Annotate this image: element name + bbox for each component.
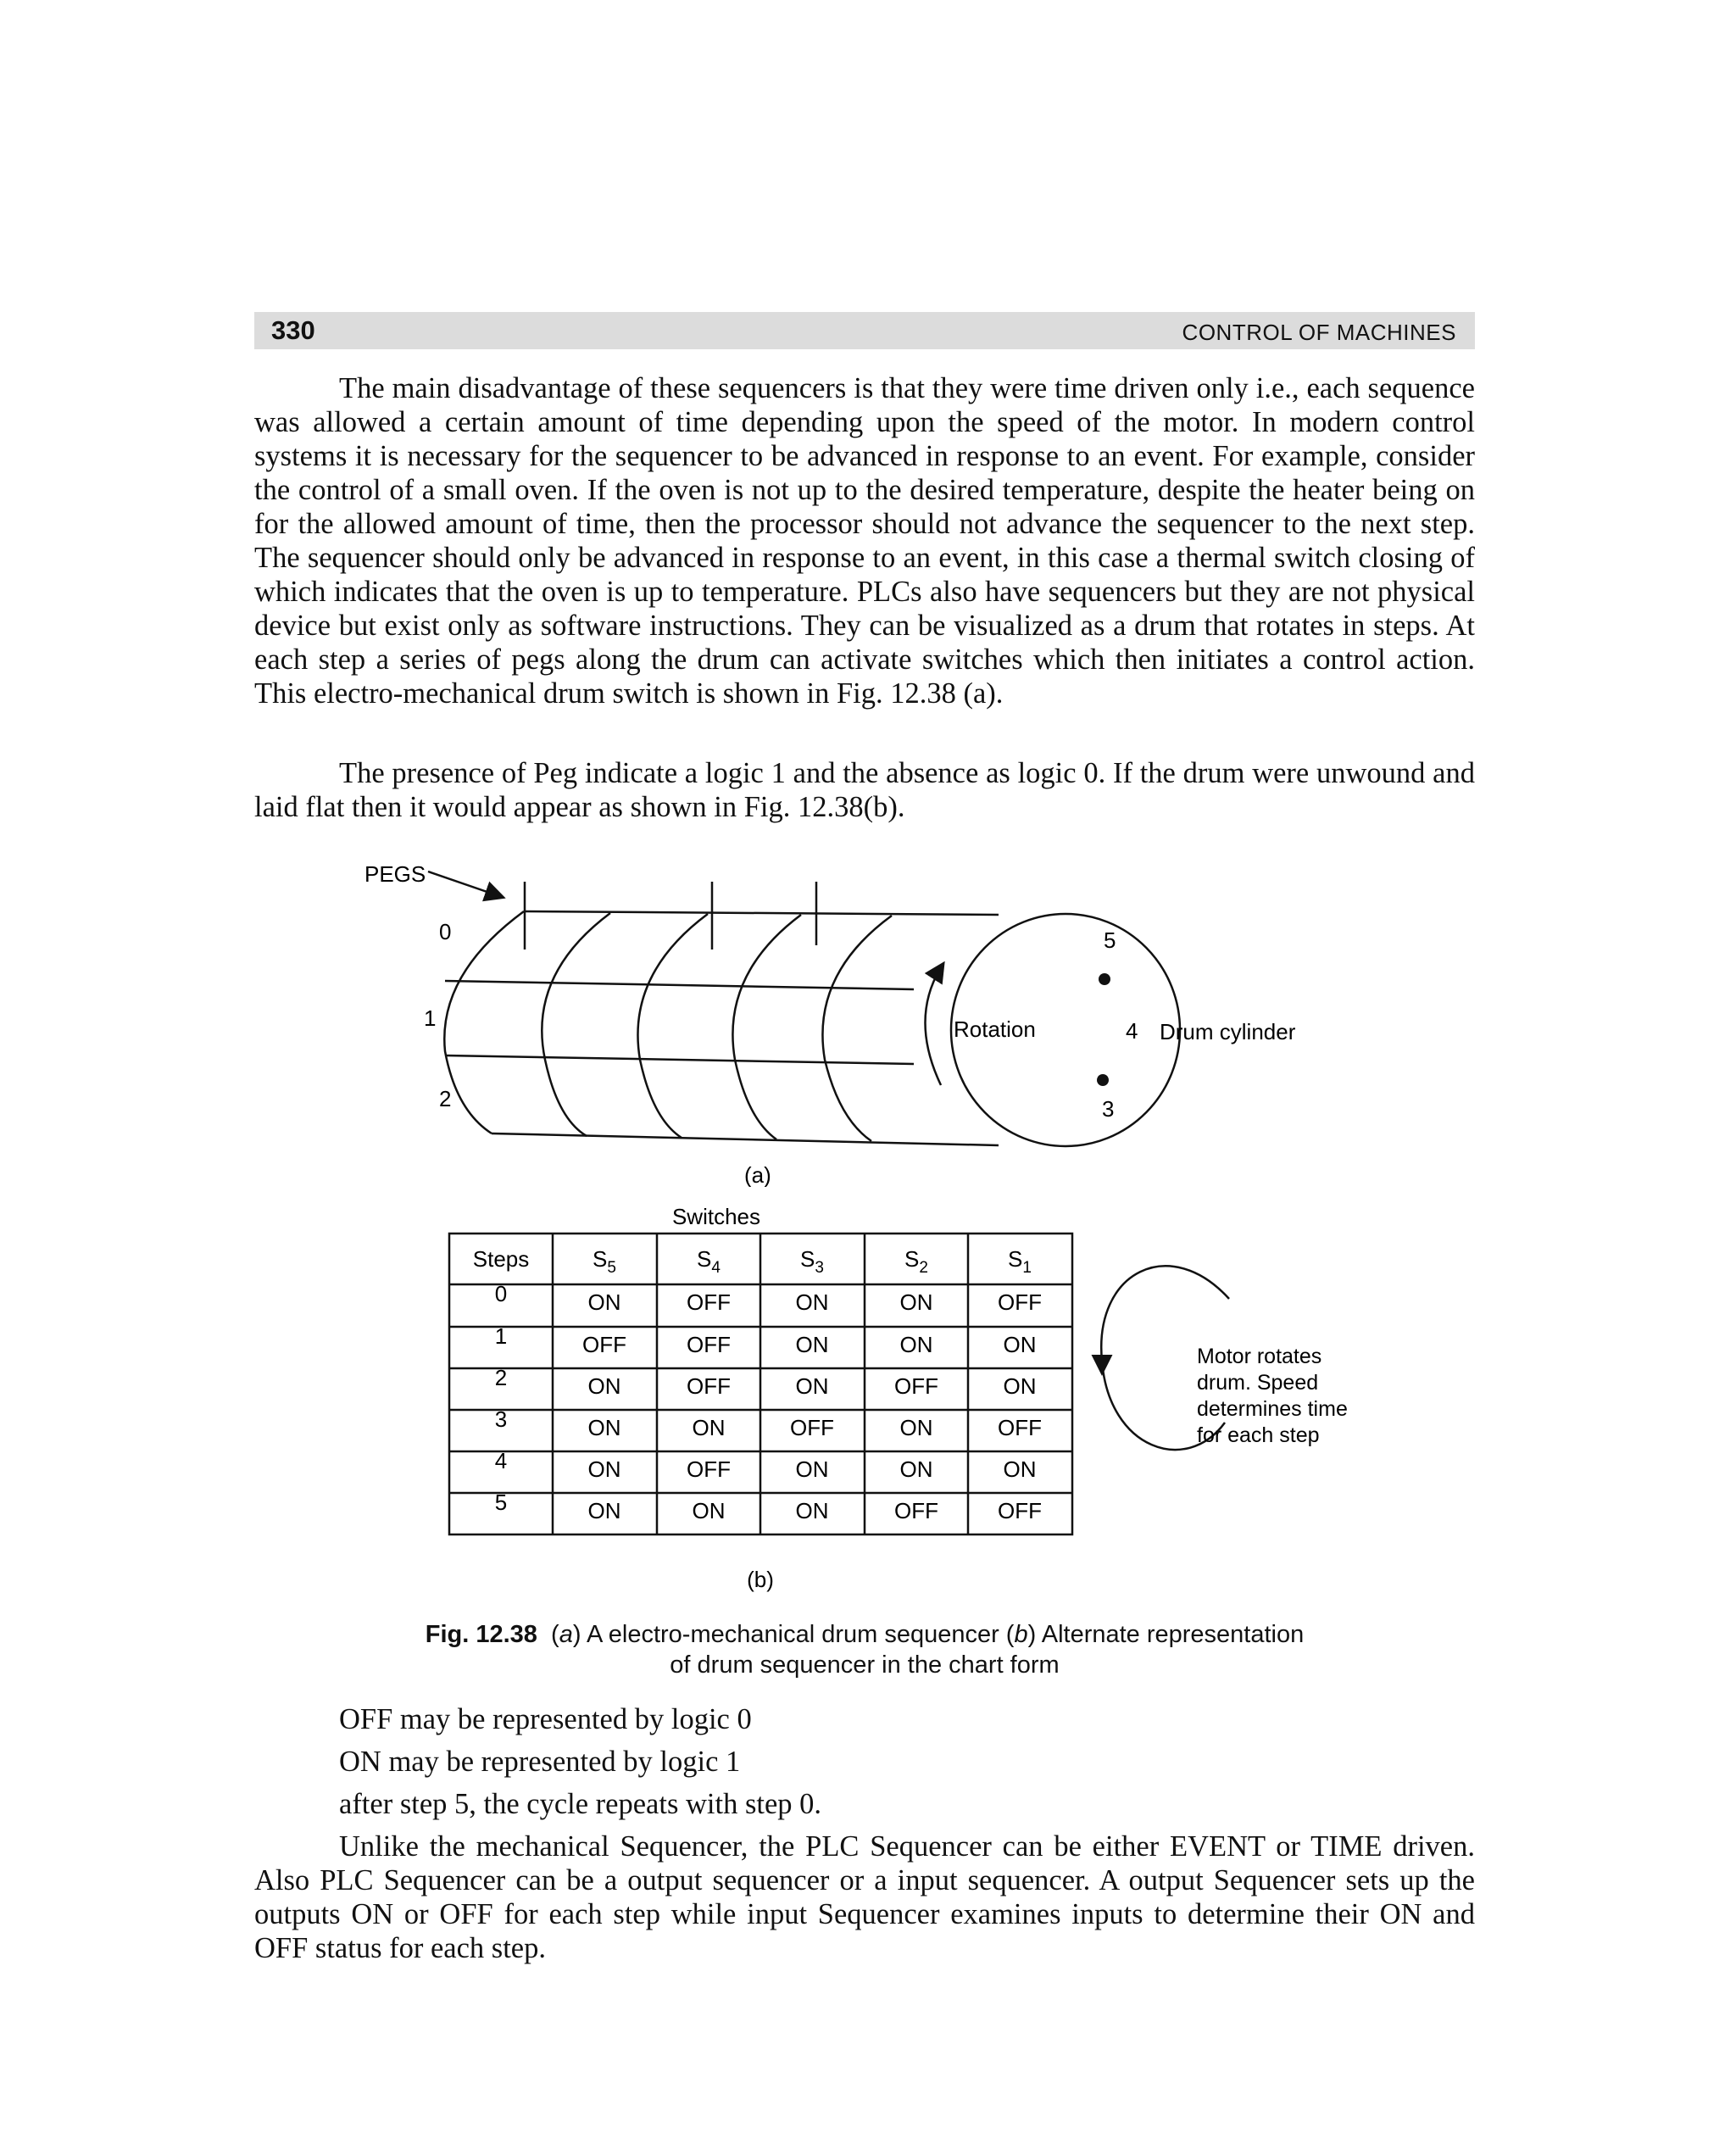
page-header [254,312,1475,349]
step-label-1: 1 [424,1005,437,1031]
chart-step-5: 5 [494,1490,508,1515]
step-label-4: 4 [1126,1018,1138,1044]
paragraph-sequencer-intro: The main disadvantage of these sequencers is that they were time driven only i.e., each sequence was allowed a certain amount of time depending upon the speed of the motor. In modern control systems it is necessary for the sequencer to be advanced in response to an event. For example, consider the control of a small oven. If the oven is not up to the desired temperature, despite the heater being on for the allowed amount of time, then the processor should not advance the sequencer to the next step. The sequencer should only be advanced in response to an event, in this case a thermal switch closing of which indicates that the oven is up to temperature. PLCs also have sequencers but they are not physical device but exist only as software instructions. They can be visualized as a drum that rotates in steps. At each step a series of pegs along the drum can activate switches which then initiates a control action. This electro-mechanical drum switch is shown in Fig. 12.38 (a). [254,372,1475,710]
chart-cell-r1-s1: ON [1003,1332,1037,1357]
chart-cell-r2-s1: ON [1003,1373,1037,1399]
motor-note-line-1: Motor rotates [1197,1345,1322,1368]
chart-cell-r3-s5: ON [587,1415,621,1440]
chart-cell-r3-s3: OFF [790,1415,834,1440]
drum-bottom-edge [492,1133,999,1145]
chart-cell-r4-s2: ON [899,1456,933,1482]
drum-section-arc-1 [542,913,610,1136]
chart-cell-r5-s5: ON [587,1498,621,1523]
chart-step-0: 0 [494,1281,508,1306]
chart-cell-r2-s4: OFF [687,1373,731,1399]
chart-cell-r0-s1: OFF [998,1289,1042,1315]
step-label-2: 2 [439,1086,452,1111]
chart-header-s4: $S_4$ [697,1246,721,1277]
chart-cell-r5-s2: OFF [894,1498,938,1523]
chart-cell-r0-s3: ON [795,1289,829,1315]
chart-step-3: 3 [494,1406,508,1432]
step-label-0: 0 [439,919,452,944]
chart-cell-r2-s3: ON [795,1373,829,1399]
figure-number: Fig. 12.38 [425,1621,537,1648]
caption-a-text: A electro-mechanical drum sequencer ( [586,1621,1015,1648]
chart-header-s3: $S_3$ [800,1246,824,1277]
chart-cell-r1-s4: OFF [687,1332,731,1357]
chart-cell-r1-s5: OFF [582,1332,626,1357]
motor-note-line-3: determines time [1197,1397,1348,1421]
drum-section-arc-2 [637,914,708,1138]
chart-cell-r0-s5: ON [587,1289,621,1315]
chart-cell-r5-s1: OFF [998,1498,1042,1523]
drum-sequencer-chart [254,1204,1356,1602]
figure-a-sublabel: (a) [744,1162,771,1187]
pegs-pointer-arrow [428,872,502,897]
chart-step-1: 1 [494,1323,508,1349]
motor-note [1197,1345,1354,1447]
chart-cell-r1-s3: ON [795,1332,829,1357]
chart-step-2: 2 [494,1365,508,1390]
chart-cell-r3-s1: OFF [998,1415,1042,1440]
line-on-logic: ON may be represented by logic 1 [339,1746,741,1778]
pegs-label: PEGS [364,861,426,887]
caption-a-tag: a [559,1621,573,1648]
switches-title: Switches [671,1204,761,1229]
chart-cell-r5-s3: ON [795,1498,829,1523]
line-cycle-repeat: after step 5, the cycle repeats with step 0. [339,1788,822,1820]
running-head: CONTROL OF MACHINES [1182,320,1456,345]
paragraph-plc-sequencer: Unlike the mechanical Sequencer, the PLC Sequencer can be either EVENT or TIME driven. Also PLC Sequencer can be a output sequencer or a input sequencer. A output Sequencer sets up the outputs ON or OFF for each step while input Sequencer examines inputs to determine their ON and OFF status for each step. [254,1830,1475,1964]
rotation-arrow [925,965,943,1085]
caption-b-text: ) Alternate representation [1027,1621,1305,1648]
drum-track-line-2 [445,1055,914,1064]
chart-cell-r4-s3: ON [795,1456,829,1482]
chart-cell-r0-s4: OFF [687,1289,731,1315]
motor-note-line-4: for each step [1197,1423,1320,1447]
drum-section-arc-3 [732,915,801,1139]
step-label-3: 3 [1102,1096,1115,1122]
drum-left-end [444,911,524,1133]
paragraph-peg-logic: The presence of Peg indicate a logic 1 and the absence as logic 0. If the drum were unwound and laid flat then it would appear as shown in Fig. 12.38(b). [254,757,1475,823]
chart-header-s1: $S_1$ [1008,1246,1032,1277]
motor-note-line-2: drum. Speed [1197,1371,1319,1395]
chart-cell-r2-s2: OFF [894,1373,938,1399]
drum-sequencer-diagram [254,848,1356,1187]
chart-cell-r0-s2: ON [899,1289,933,1315]
chart-step-4: 4 [494,1448,508,1473]
figure-b-sublabel: (b) [747,1567,774,1592]
chart-header-steps: Steps [472,1246,530,1272]
chart-cell-r5-s4: ON [692,1498,726,1523]
chart-cell-r3-s4: ON [692,1415,726,1440]
chart-cell-r3-s2: ON [899,1415,933,1440]
chart-cell-r1-s2: ON [899,1332,933,1357]
line-off-logic: OFF may be represented by logic 0 [339,1703,752,1735]
caption-line-2: of drum sequencer in the chart form [670,1651,1060,1679]
drum-section-arc-4 [822,916,892,1141]
chart-cell-r4-s4: OFF [687,1456,731,1482]
page-number: 330 [271,315,315,345]
step-label-5: 5 [1104,927,1116,953]
caption-b-tag: b [1014,1621,1028,1648]
chart-grid [449,1234,1072,1534]
drum-top-edge [524,911,999,915]
chart-header-s5: $S_5$ [593,1246,616,1277]
rotation-label: Rotation [954,1016,1036,1042]
step-dot-3 [1097,1074,1109,1086]
step-dot-5 [1099,973,1110,985]
chart-header-s2: $S_2$ [904,1246,928,1277]
figure-caption: Fig. 12.38 (a) A electro-mechanical drum sequencer (b) Alternate representation of drum sequencer in the chart form [254,1619,1475,1680]
drum-track-line-1 [445,981,914,989]
drum-cylinder-label: Drum cylinder [1160,1019,1296,1044]
chart-cell-r2-s5: ON [587,1373,621,1399]
chart-cell-r4-s5: ON [587,1456,621,1482]
chart-cell-r4-s1: ON [1003,1456,1037,1482]
